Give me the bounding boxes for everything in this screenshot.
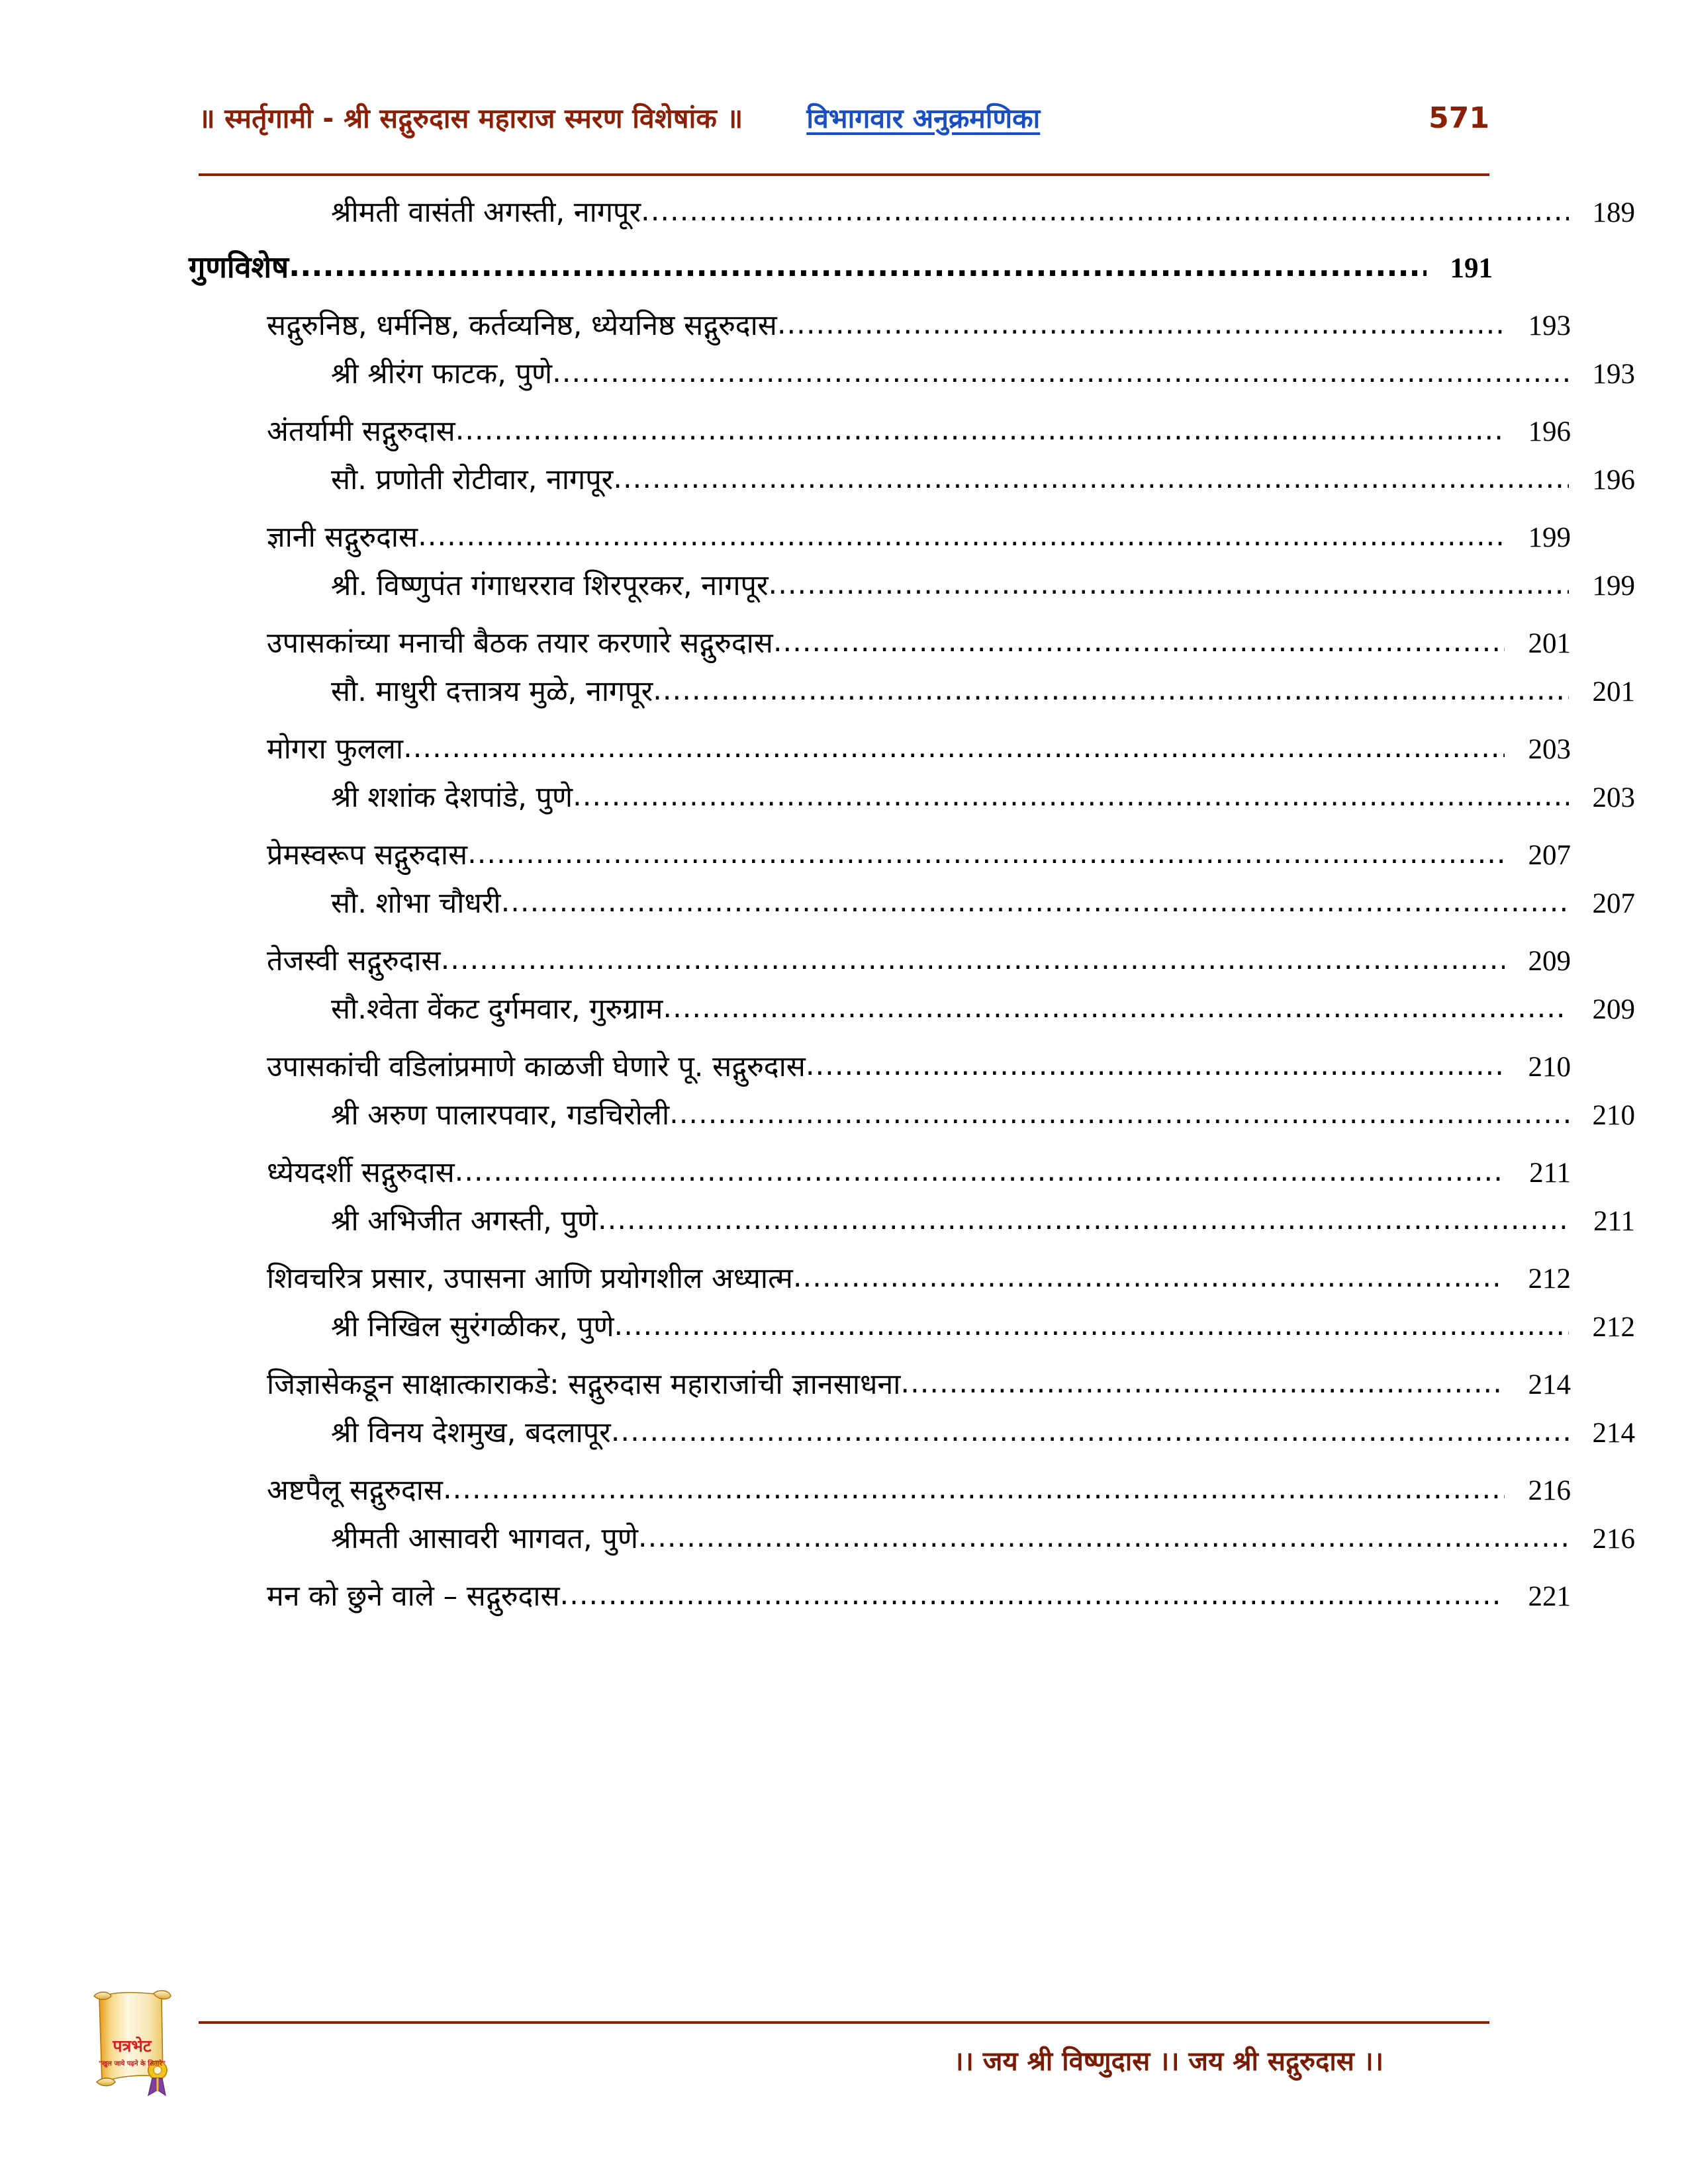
- dot-leader: [418, 522, 1505, 551]
- toc-entry-title[interactable]: [189, 629, 1571, 658]
- toc-entry-label: तेजस्वी सद्गुरुदास: [267, 944, 441, 978]
- toc-entry-label: प्रेमस्वरूप सद्गुरुदास: [267, 839, 468, 872]
- toc-entry-page-number: 211: [1529, 1158, 1571, 1189]
- header-divider-rule: [199, 173, 1489, 176]
- toc-entry-label: श्री अभिजीत अगस्ती, पुणे: [331, 1205, 598, 1238]
- toc-entry-page-number: 189: [1592, 197, 1635, 228]
- toc-entry-author[interactable]: [189, 196, 1635, 229]
- toc-entry-author[interactable]: [189, 1310, 1635, 1343]
- toc-entry-author[interactable]: [189, 889, 1635, 918]
- toc-entry-label: शिवचरित्र प्रसार, उपासना आणि प्रयोगशील अध्यात्म: [267, 1262, 793, 1295]
- dot-leader: [653, 676, 1569, 705]
- dot-leader: [443, 1475, 1505, 1504]
- dot-leader: [552, 359, 1569, 387]
- toc-entry-label: ज्ञानी सद्गुरुदास: [267, 521, 418, 554]
- toc-entry-page-number: 207: [1528, 840, 1571, 871]
- toc-entry-label: सौ. माधुरी दत्तात्रय मुळे, नागपूर: [331, 675, 653, 708]
- toc-entry-label: श्रीमती आसावरी भागवत, पुणे: [331, 1522, 638, 1555]
- dot-leader: [611, 1418, 1569, 1446]
- footer-divider-rule: [199, 2021, 1489, 2024]
- dot-leader: [777, 310, 1505, 339]
- toc-entry-label: उपासकांची वडिलांप्रमाणे काळजी घेणारे पू. सद्गुरुदास: [267, 1050, 806, 1083]
- toc-entry-author[interactable]: [189, 357, 1635, 390]
- toc-entry-author[interactable]: [189, 463, 1635, 496]
- toc-entry-author[interactable]: [189, 781, 1635, 814]
- toc-entry-label: गुणविशेष: [189, 250, 289, 285]
- toc-entry-label: श्री निखिल सुरंगळीकर, पुणे: [331, 1310, 614, 1343]
- toc-entry-author[interactable]: [189, 569, 1635, 602]
- toc-entry-author[interactable]: [189, 1522, 1635, 1555]
- toc-entry-label: श्री शशांक देशपांडे, पुणे: [331, 781, 573, 814]
- footer-benediction: ।। जय श्री विष्णुदास ।। जय श्री सद्गुरुदास ।।: [953, 2046, 1383, 2077]
- toc-entry-page-number: 212: [1592, 1312, 1635, 1343]
- dot-leader: [769, 570, 1569, 599]
- toc-entry-page-number: 207: [1592, 888, 1635, 919]
- toc-entry-author[interactable]: [189, 995, 1635, 1024]
- patrabhet-scroll-logo: [74, 1978, 190, 2097]
- toc-entry-title[interactable]: [189, 944, 1571, 978]
- dot-leader: [641, 197, 1569, 226]
- dot-leader: [455, 1158, 1505, 1186]
- toc-entry-label: मोगरा फुलला: [267, 733, 404, 766]
- toc-entry-page-number: 199: [1528, 522, 1571, 553]
- toc-entry-title[interactable]: [189, 523, 1571, 552]
- dot-leader: [806, 1052, 1505, 1080]
- dot-leader: [900, 1369, 1505, 1398]
- toc-entry-title[interactable]: [189, 309, 1571, 342]
- dot-leader: [614, 1312, 1569, 1340]
- toc-entry-label: मन को छुने वाले – सद्गुरुदास: [267, 1580, 560, 1613]
- toc-entry-title[interactable]: [189, 1050, 1571, 1083]
- table-of-contents: [189, 196, 1635, 1946]
- toc-entry-page-number: 201: [1528, 628, 1571, 659]
- toc-entry-label: श्री विनय देशमुख, बदलापूर: [331, 1416, 611, 1449]
- toc-entry-label: श्री अरुण पालारपवार, गडचिरोली: [331, 1099, 670, 1132]
- toc-entry-page-number: 216: [1528, 1475, 1571, 1506]
- toc-entry-label: अष्टपैलू सद्गुरुदास: [267, 1474, 443, 1507]
- header-section-label: विभागवार अनुक्रमणिका: [806, 103, 1041, 134]
- toc-entry-page-number: 214: [1528, 1369, 1571, 1400]
- toc-entry-title[interactable]: [189, 841, 1571, 870]
- toc-entry-author[interactable]: [189, 675, 1635, 708]
- toc-entry-page-number: 191: [1450, 253, 1493, 284]
- toc-entry-label: अंतर्यामी सद्गुरुदास: [267, 415, 455, 448]
- toc-entry-label: ध्येयदर्शी सद्गुरुदास: [267, 1156, 455, 1189]
- logo-tagline: "खुल जाये पढ़ने के सितारे": [98, 2060, 166, 2068]
- dot-leader: [560, 1581, 1505, 1610]
- toc-entry-page-number: 199: [1592, 570, 1635, 602]
- logo-title: पत्रभेट: [113, 2036, 152, 2056]
- dot-leader: [403, 734, 1505, 762]
- toc-entry-page-number: 216: [1592, 1524, 1635, 1555]
- dot-leader: [573, 782, 1569, 811]
- dot-leader: [638, 1524, 1569, 1552]
- toc-entry-page-number: 209: [1592, 994, 1635, 1025]
- dot-leader: [467, 840, 1505, 868]
- toc-entry-page-number: 193: [1592, 359, 1635, 390]
- toc-entry-page-number: 212: [1528, 1263, 1571, 1295]
- toc-entry-label: सौ. शोभा चौधरी: [331, 887, 501, 920]
- header-page-number: 571: [1429, 101, 1489, 135]
- dot-leader: [613, 465, 1569, 493]
- toc-entry-title[interactable]: [189, 415, 1571, 448]
- dot-leader: [663, 994, 1569, 1023]
- dot-leader: [793, 1263, 1505, 1292]
- toc-entry-page-number: 203: [1592, 782, 1635, 813]
- toc-entry-page-number: 210: [1528, 1052, 1571, 1083]
- toc-entry-label: जिज्ञासेकडून साक्षात्काराकडे: सद्गुरुदास महाराजांची ज्ञानसाधना: [267, 1368, 901, 1401]
- toc-entry-label: श्री श्रीरंग फाटक, पुणे: [331, 357, 553, 390]
- toc-entry-page-number: 221: [1528, 1581, 1571, 1612]
- toc-entry-title[interactable]: [189, 1474, 1571, 1507]
- dot-leader: [598, 1206, 1569, 1234]
- toc-entry-page-number: 214: [1592, 1418, 1635, 1449]
- toc-entry-page-number: 209: [1528, 946, 1571, 977]
- toc-entry-title[interactable]: [189, 1262, 1571, 1295]
- toc-entry-author[interactable]: [189, 1207, 1635, 1236]
- toc-entry-label: उपासकांच्या मनाची बैठक तयार करणारे सद्गुरुदास: [267, 627, 773, 660]
- dot-leader: [441, 946, 1505, 974]
- toc-entry-page-number: 201: [1592, 676, 1635, 707]
- dot-leader: [455, 416, 1505, 445]
- toc-entry-author[interactable]: [189, 1416, 1635, 1449]
- toc-entry-label: सौ.श्वेता वेंकट दुर्गमवार, गुरुग्राम: [331, 993, 663, 1026]
- toc-entry-label: श्रीमती वासंती अगस्ती, नागपूर: [331, 196, 641, 229]
- toc-entry-page-number: 210: [1592, 1100, 1635, 1131]
- dot-leader: [501, 888, 1569, 917]
- toc-entry-title[interactable]: [189, 1368, 1571, 1401]
- dot-leader: [289, 251, 1427, 281]
- toc-entry-page-number: 196: [1592, 465, 1635, 496]
- toc-entry-section[interactable]: [189, 252, 1493, 283]
- toc-entry-title[interactable]: [189, 1156, 1571, 1189]
- toc-entry-label: सद्गुरुनिष्ठ, धर्मनिष्ठ, कर्तव्यनिष्ठ, ध्येयनिष्ठ सद्गुरुदास: [267, 309, 777, 342]
- dot-leader: [773, 628, 1505, 657]
- toc-entry-page-number: 193: [1528, 310, 1571, 341]
- toc-entry-title[interactable]: [189, 735, 1571, 764]
- toc-entry-title[interactable]: [189, 1582, 1571, 1611]
- toc-entry-page-number: 196: [1528, 416, 1571, 447]
- toc-entry-page-number: 211: [1593, 1206, 1635, 1237]
- toc-entry-label: श्री. विष्णुपंत गंगाधरराव शिरपूरकर, नागपूर: [331, 569, 769, 602]
- toc-entry-author[interactable]: [189, 1101, 1635, 1130]
- toc-entry-label: सौ. प्रणोती रोटीवार, नागपूर: [331, 463, 614, 496]
- toc-entry-page-number: 203: [1528, 734, 1571, 765]
- header-title-left: ॥ स्मर्तृगामी - श्री सद्गुरुदास महाराज स्मरण विशेषांक ॥: [199, 103, 743, 134]
- dot-leader: [669, 1100, 1569, 1128]
- page-header: [199, 99, 1489, 165]
- scroll-icon: [74, 1978, 190, 2097]
